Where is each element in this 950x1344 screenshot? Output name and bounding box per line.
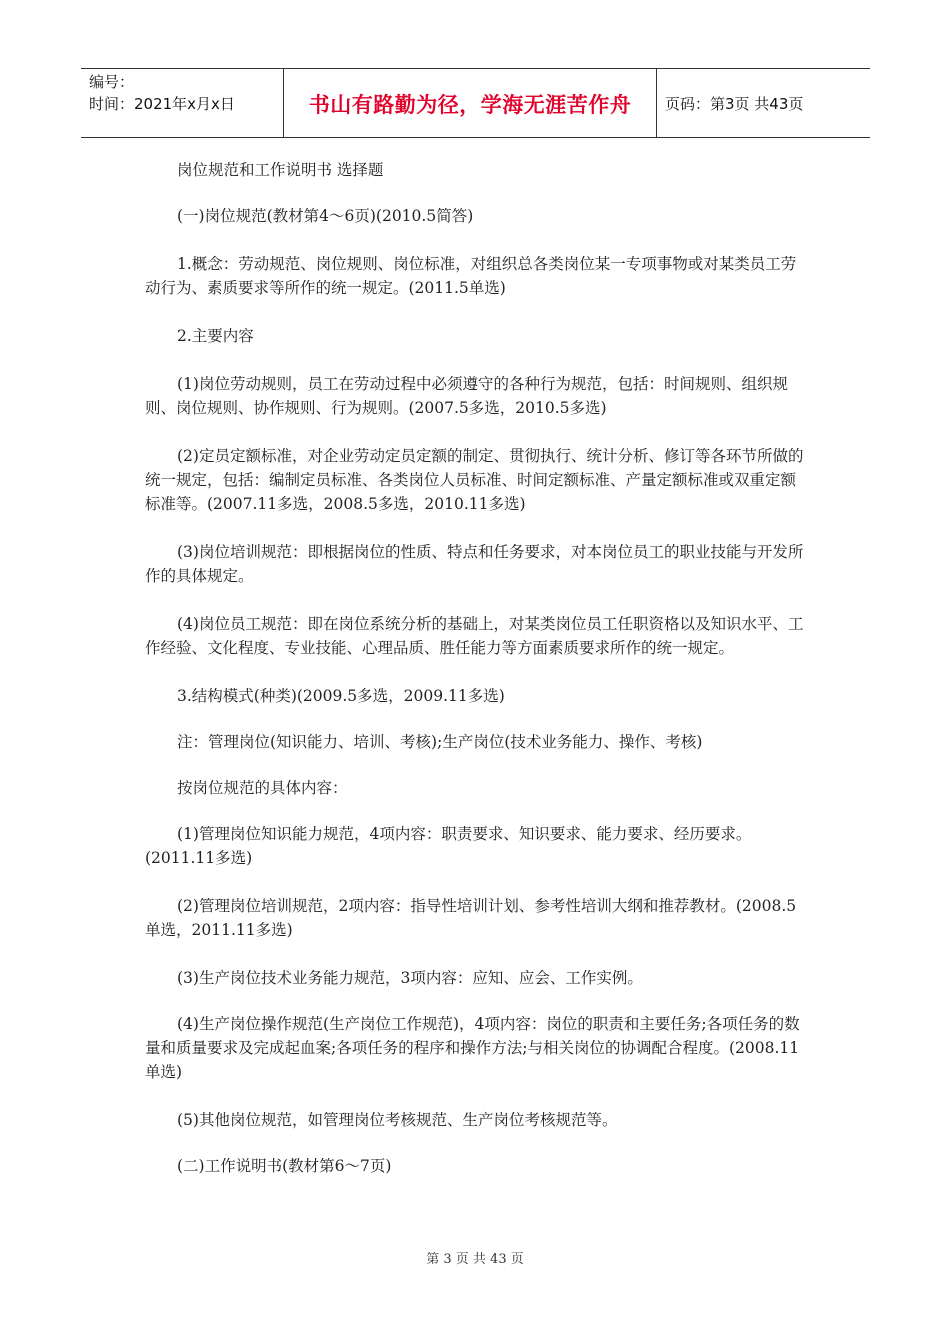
paragraph: 注：管理岗位(知识能力、培训、考核);生产岗位(技术业务能力、操作、考核): [177, 733, 703, 751]
paragraph: 2.主要内容: [177, 327, 254, 345]
paragraph: (2)定员定额标准，对企业劳动定员定额的制定、贯彻执行、统计分析、修订等各环节所做的统一规定，包括：编制定员标准、各类岗位人员标准、时间定额标准、产量定额标准或双重定额标准等。(2007.11多选，2008.5多选，2010.11多选): [145, 447, 804, 513]
paragraph: 按岗位规范的具体内容：: [177, 779, 348, 797]
paragraph: 1.概念：劳动规范、岗位规则、岗位标准，对组织总各类岗位某一专项事物或对某类员工劳动行为、素质要求等所作的统一规定。(2011.5单选): [145, 255, 797, 297]
header-page-info: 页码：第3页 共43页: [665, 95, 804, 113]
paragraph: (1)岗位劳动规则，员工在劳动过程中必须遵守的各种行为规范，包括：时间规则、组织规则、岗位规则、协作规则、行为规则。(2007.5多选，2010.5多选): [145, 375, 788, 417]
paragraph: (4)岗位员工规范：即在岗位系统分析的基础上，对某类岗位员工任职资格以及知识水平、工作经验、文化程度、专业技能、心理品质、胜任能力等方面素质要求所作的统一规定。: [145, 615, 804, 657]
header-motto: 书山有路勤为径，学海无涯苦作舟: [308, 93, 632, 117]
number-label: 编号：: [89, 73, 135, 91]
paragraph: (1)管理岗位知识能力规范，4项内容：职责要求、知识要求、能力要求、经历要求。(2011.11多选): [145, 825, 752, 867]
paragraph: 岗位规范和工作说明书 选择题: [177, 161, 384, 179]
header-divider: [656, 69, 657, 137]
paragraph: (5)其他岗位规范，如管理岗位考核规范、生产岗位考核规范等。: [177, 1111, 618, 1129]
header-meta: [89, 71, 235, 115]
paragraph: (4)生产岗位操作规范(生产岗位工作规范)，4项内容：岗位的职责和主要任务;各项任务的数量和质量要求及完成起血案;各项任务的程序和操作方法;与相关岗位的协调配合程度。(2008.11单选): [145, 1015, 800, 1081]
paragraph: (3)生产岗位技术业务能力规范，3项内容：应知、应会、工作实例。: [177, 969, 643, 987]
page-footer: 第 3 页 共 43 页: [426, 1252, 524, 1267]
paragraph: (2)管理岗位培训规范，2项内容：指导性培训计划、参考性培训大纲和推荐教材。(2008.5单选，2011.11多选): [145, 897, 797, 939]
paragraph: 3.结构模式(种类)(2009.5多选，2009.11多选): [177, 687, 505, 705]
time-label: 时间：2021年x月x日: [89, 95, 235, 113]
paragraph: (3)岗位培训规范：即根据岗位的性质、特点和任务要求，对本岗位员工的职业技能与开发所作的具体规定。: [145, 543, 804, 585]
document-body: [145, 158, 809, 1178]
paragraph: (一)岗位规范(教材第4～6页)(2010.5简答): [177, 207, 474, 225]
page-header: [81, 68, 870, 138]
paragraph: (二)工作说明书(教材第6～7页): [177, 1157, 392, 1175]
